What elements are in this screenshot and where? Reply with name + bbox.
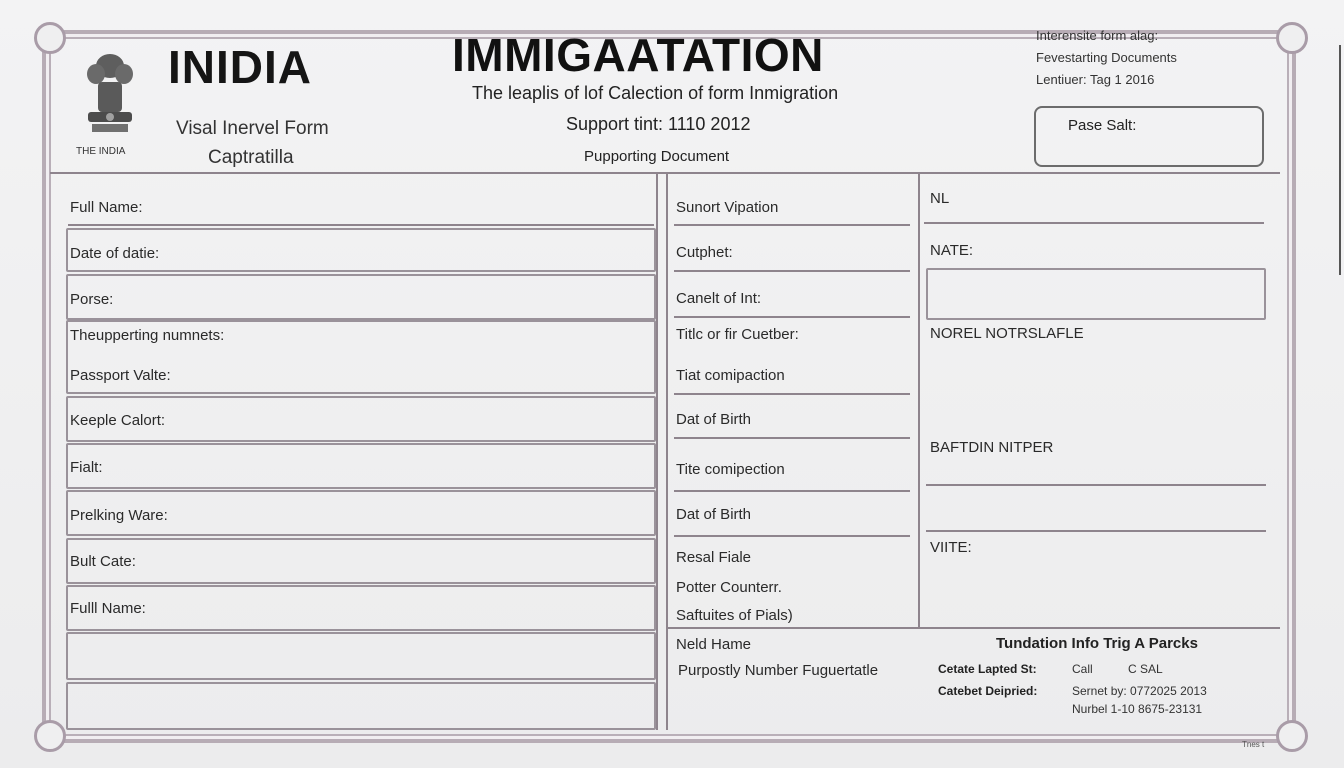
country-title: INIDIA	[168, 41, 312, 93]
middle-field-label: Potter Counterr.	[676, 579, 782, 596]
prelking-label: Prelking Ware:	[70, 507, 168, 524]
national-emblem-icon	[78, 48, 142, 140]
corner-ornament	[1276, 720, 1308, 752]
full-name-2-field-box[interactable]	[66, 585, 656, 631]
top-right-note: Interensite form alag:	[1036, 28, 1159, 43]
corner-ornament	[34, 22, 66, 54]
right-field-label: NL	[930, 190, 950, 207]
right-field-label: NOREL NOTRSLAFLE	[930, 325, 1084, 342]
bult-field-box[interactable]	[66, 538, 656, 584]
middle-field-label: Saftuites of Pials)	[676, 607, 793, 624]
info-value: Call	[1072, 662, 1093, 676]
top-right-note: Fevestarting Documents	[1036, 50, 1177, 65]
right-field-box[interactable]	[926, 268, 1266, 320]
right-field-line[interactable]	[926, 530, 1266, 532]
support-line: Support tint: 1110 2012	[566, 114, 751, 134]
middle-field-label: Dat of Birth	[676, 506, 752, 523]
bottom-middle-label: Purpostly Number Fuguertatle	[678, 662, 879, 679]
info-divider	[668, 627, 1280, 629]
middle-field-line[interactable]	[674, 490, 910, 492]
right-field-line[interactable]	[924, 222, 1264, 224]
page-title: IMMIGAATATION	[452, 29, 824, 81]
middle-field-label: Cutphet:	[676, 244, 733, 261]
middle-field-line[interactable]	[674, 437, 910, 439]
pase-salt-box[interactable]	[1034, 106, 1264, 167]
full-name-label: Full Name:	[70, 199, 143, 216]
blank-field-box[interactable]	[66, 632, 656, 680]
porse-label: Porse:	[70, 291, 114, 308]
form-subtitle-2: Captratilla	[208, 147, 294, 168]
main-subtitle: The leaplis of lof Calection of form Inmigration	[472, 83, 839, 103]
corner-ornament	[34, 720, 66, 752]
corner-ornament	[1276, 22, 1308, 54]
middle-field-line[interactable]	[674, 393, 910, 395]
passport-label: Passport Valte:	[70, 367, 171, 384]
info-key: Cetate Lapted St:	[938, 662, 1037, 676]
middle-field-label: Tite comipection	[676, 461, 785, 478]
keeple-label: Keeple Calort:	[70, 412, 166, 429]
fialt-field-box[interactable]	[66, 443, 656, 489]
right-field-line[interactable]	[926, 484, 1266, 486]
info-title: Tundation Info Trig A Parcks	[996, 635, 1198, 652]
middle-field-label: Canelt of Int:	[676, 290, 762, 307]
middle-field-line[interactable]	[674, 270, 910, 272]
emblem-caption: THE INDIA	[76, 146, 126, 157]
middle-field-line[interactable]	[674, 224, 910, 226]
full-name-field[interactable]	[68, 224, 654, 226]
column-divider	[656, 172, 658, 730]
supporting-label: Theupperting numnets:	[70, 327, 225, 344]
corner-mark: Tnes t	[1242, 740, 1265, 749]
column-divider	[666, 172, 668, 730]
info-value: Sernet by: 0772025 2013	[1072, 684, 1207, 698]
right-field-label: NATE:	[930, 242, 974, 259]
middle-field-label: Sunort Vipation	[676, 199, 779, 216]
bult-label: Bult Cate:	[70, 553, 136, 570]
top-right-note: Lentiuer: Tag 1 2016	[1036, 72, 1155, 87]
info-value: Nurbel 1-10 8675-23131	[1072, 702, 1203, 716]
date-label: Date of datie:	[70, 245, 160, 262]
bottom-middle-label: Neld Hame	[676, 636, 752, 653]
right-field-label: BAFTDIN NITPER	[930, 439, 1054, 456]
fialt-label: Fialt:	[70, 459, 103, 476]
middle-field-label: Dat of Birth	[676, 411, 752, 428]
info-key: Catebet Deipried:	[938, 684, 1038, 698]
pase-salt-label: Pase Salt:	[1068, 117, 1137, 134]
porse-field-box[interactable]	[66, 274, 656, 320]
middle-field-label: Titlc or fir Cuetber:	[676, 326, 799, 343]
supporting-documents-label: Pupporting Document	[584, 148, 730, 165]
header-divider	[50, 172, 1280, 174]
middle-field-label: Tiat comipaction	[676, 367, 785, 384]
form-subtitle: Visal Inervel Form	[176, 118, 329, 139]
right-field-label: VIITE:	[930, 539, 972, 556]
edge-line	[1339, 45, 1341, 275]
middle-field-line[interactable]	[674, 535, 910, 537]
full-name-2-label: Fulll Name:	[70, 600, 146, 617]
middle-field-label: Resal Fiale	[676, 549, 752, 566]
info-value: C SAL	[1128, 662, 1163, 676]
column-divider	[918, 172, 920, 628]
middle-field-line[interactable]	[674, 316, 910, 318]
blank-field-box-2[interactable]	[66, 682, 656, 730]
